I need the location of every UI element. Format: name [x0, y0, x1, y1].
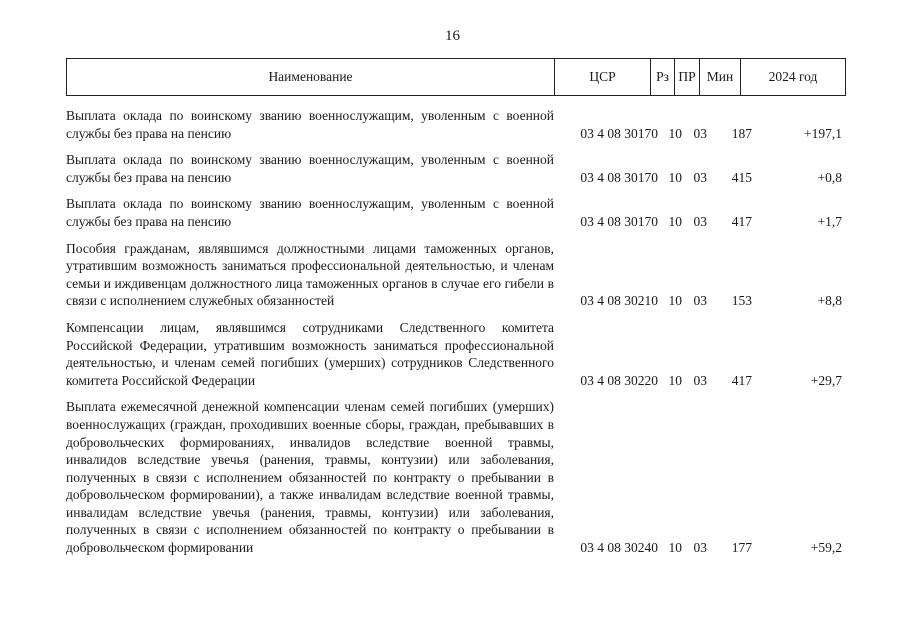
- row-csr: 03 4 08 30240: [580, 540, 658, 556]
- table-header: [66, 58, 846, 96]
- table-row: [66, 107, 846, 142]
- row-pr: 03: [693, 213, 707, 229]
- row-name: Выплата оклада по воинскому званию военнослужащим, уволенным с военной службы без права на пенсию: [66, 108, 554, 141]
- row-csr: 03 4 08 30220: [580, 372, 658, 388]
- row-value: +1,7: [817, 213, 842, 229]
- header-pr: ПР: [675, 59, 700, 95]
- header-name: Наименование: [67, 59, 555, 95]
- row-min: 415: [731, 169, 752, 185]
- row-rz: 10: [668, 169, 682, 185]
- row-csr: 03 4 08 30170: [580, 169, 658, 185]
- table-body: [66, 107, 846, 566]
- header-year: 2024 год: [768, 69, 818, 84]
- row-name: Пособия гражданам, являвшимся должностными лицами таможенных органов, утратившим возможность заниматься профессиональной деятельностью, и членам семьи и иждивенцам должностного лица таможенных органов в случае его гибели в связи с исполнением служебных обязанностей: [66, 240, 554, 309]
- row-csr: 03 4 08 30210: [580, 293, 658, 309]
- row-value: +197,1: [804, 125, 842, 141]
- row-value: +29,7: [810, 372, 842, 388]
- row-min: 417: [731, 213, 752, 229]
- row-value: +59,2: [810, 540, 842, 556]
- table-row: [66, 195, 846, 230]
- row-pr: 03: [693, 125, 707, 141]
- row-min: 417: [731, 372, 752, 388]
- row-name: Выплата оклада по воинскому званию военнослужащим, уволенным с военной службы без права на пенсию: [66, 196, 554, 229]
- row-name: Компенсации лицам, являвшимся сотрудниками Следственного комитета Российской Федерации, утратившим возможность заниматься профессиональной деятельностью, и членам семей погибших (умерших) сотрудников Следственного комитета Российской Федерации: [66, 319, 554, 388]
- row-rz: 10: [668, 213, 682, 229]
- header-rz: Рз: [651, 59, 675, 95]
- table-row: [66, 319, 846, 389]
- row-name: Выплата оклада по воинскому званию военнослужащим, уволенным с военной службы без права на пенсию: [66, 152, 554, 185]
- row-rz: 10: [668, 293, 682, 309]
- row-pr: 03: [693, 169, 707, 185]
- row-min: 153: [731, 293, 752, 309]
- row-min: 177: [731, 540, 752, 556]
- row-name: Выплата ежемесячной денежной компенсации членам семей погибших (умерших) военнослужащих (граждан, проходивших военные сборы, граждан, пребывавших в добровольческих формированиях, инвалидов вследствие военной травмы, инвалидов вследствие увечья (ранения, травмы, контузии) или заболевания, полученных в связи с исполнением обязанностей по контракту о пребывании в добровольческом формировании), а также инвалидам вследствие военной травмы, инвалидам вследствие увечья (ранения, травмы, контузии) или заболевания, полученных в связи с исполнением обязанностей по контракту о пребывании в добровольческом формировании: [66, 399, 554, 556]
- row-csr: 03 4 08 30170: [580, 213, 658, 229]
- row-rz: 10: [668, 125, 682, 141]
- row-csr: 03 4 08 30170: [580, 125, 658, 141]
- row-min: 187: [731, 125, 752, 141]
- table-row: [66, 398, 846, 556]
- row-pr: 03: [693, 293, 707, 309]
- page-number: 16: [445, 28, 460, 44]
- row-rz: 10: [668, 372, 682, 388]
- row-pr: 03: [693, 540, 707, 556]
- header-min: Мин: [700, 59, 741, 95]
- row-pr: 03: [693, 372, 707, 388]
- table-row: [66, 151, 846, 186]
- row-value: +8,8: [817, 293, 842, 309]
- row-value: +0,8: [817, 169, 842, 185]
- row-rz: 10: [668, 540, 682, 556]
- header-csr: ЦСР: [555, 59, 651, 95]
- table-row: [66, 240, 846, 310]
